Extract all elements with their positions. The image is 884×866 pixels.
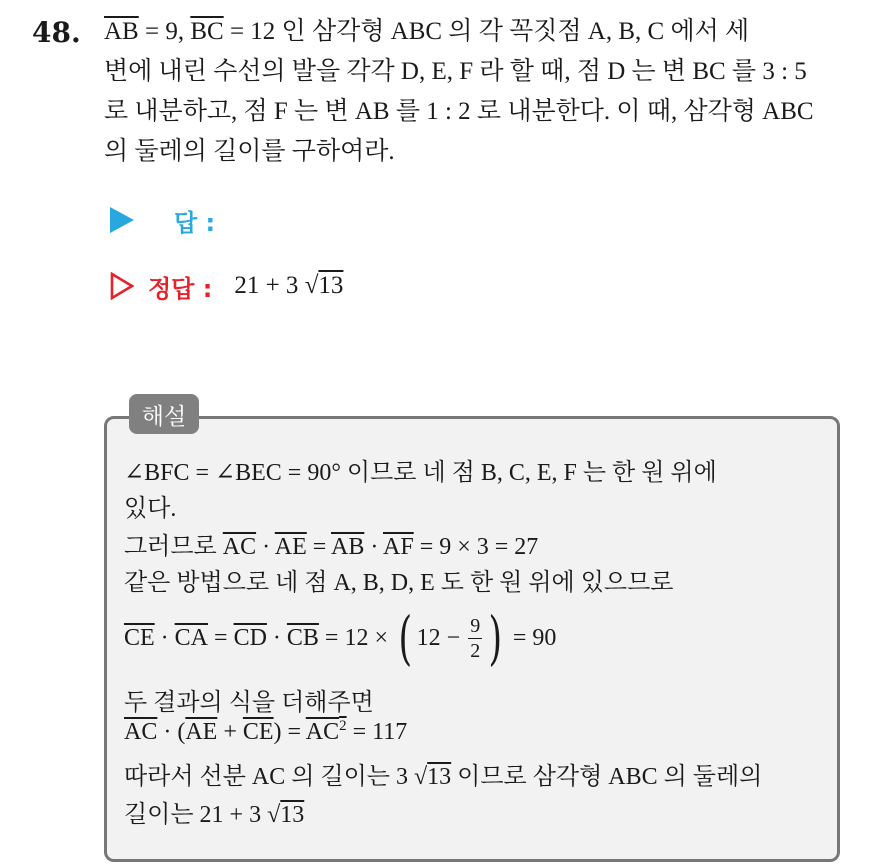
segment-af: $\overline{AF}$ [383,534,414,560]
l5-mid: = 12 × [318,624,394,651]
l8-post: 이므로 삼각형 ABC 의 둘레의 [451,764,763,790]
explanation-line-1: ∠BFC = ∠BEC = 90° 이므로 네 점 B, C, E, F 는 한 원 위에 [124,460,717,486]
segment-ae: $\overline{AE}$ [185,719,218,745]
fraction [468,614,482,663]
l9-root: 13 [280,802,305,828]
l3-dot1: · [256,534,275,560]
l5-inner: 12 − [416,624,467,651]
explanation-line-4: 같은 방법으로 네 점 A, B, D, E 도 한 원 위에 있으므로 [124,570,674,596]
explanation-line-2: 있다. [124,496,177,522]
l5-dot1: · [154,624,175,651]
problem-text [104,12,874,172]
correct-answer-row [110,266,343,306]
l5-eq: = [208,624,234,651]
l9-pre: 길이는 21 + 3 [124,802,268,828]
segment-ce: $\overline{CE}$ [242,719,274,745]
segment-ab: $\overline{AB}$ [330,534,365,560]
right-paren: ) [488,604,503,672]
explanation-line-7 [124,718,407,746]
l7-plus: + [217,719,243,745]
parenthesized-expression [394,604,507,672]
segment-ca: $\overline{CA}$ [174,624,209,651]
l5-post: = 90 [506,624,557,651]
explanation-line-5 [124,602,556,674]
problem-number: 48. [32,16,81,49]
segment-bc: $\overline{BC}$ [190,18,224,45]
l8-root: 13 [427,764,452,790]
l3-eq: = [306,534,331,560]
play-icon [110,207,134,233]
problem-line-4: 의 둘레의 길이를 구하여라. [104,138,395,165]
fraction-numerator: 9 [470,614,481,637]
l7-ac: AC [305,719,340,745]
answer-label: 답 : [174,208,216,237]
segment-ab: $\overline{AB}$ [104,18,139,45]
l7-post: = 117 [346,719,408,745]
problem-line-1-part: = 9, [138,18,191,45]
l3-post: = 9 × 3 = 27 [413,534,539,560]
segment-ac: $\overline{AC}$ [124,719,158,745]
correct-label: 정답 : [148,274,213,303]
segment-ae: $\overline{AE}$ [274,534,307,560]
correct-value-root: 13 [318,272,344,299]
triangle-outline-icon [110,272,134,300]
explanation-line-9: 길이는 21 + 3 √13 [124,802,305,828]
l3-pre: 그러므로 [124,534,223,560]
problem-line-1 [104,12,874,52]
l3-dot2: · [364,534,383,560]
left-paren: ( [398,604,413,672]
l8-pre: 따라서 선분 AC 의 길이는 3 [124,764,414,790]
explanation-line-3 [124,526,538,561]
fraction-denominator: 2 [470,639,481,662]
l7-dot: · ( [157,719,186,745]
l7-close: ) = [273,719,306,745]
segment-ce: $\overline{CE}$ [124,624,155,651]
l7-exponent: 2 [339,718,347,734]
segment-ac: $\overline{AC}$ [222,534,257,560]
answer-row [110,202,215,238]
segment-cd: $\overline{CD}$ [233,624,267,651]
l5-dot2: · [266,624,287,651]
segment-cb: $\overline{CB}$ [286,624,319,651]
explanation-line-8: 따라서 선분 AC 의 길이는 3 √13 이므로 삼각형 ABC 의 둘레의 [124,764,763,790]
problem-line-3: 로 내분하고, 점 F 는 변 AB 를 1 : 2 로 내분한다. 이 때, 삼각형 ABC [104,98,814,125]
correct-value-prefix: 21 + 3 [234,272,305,299]
explanation-line-6: 두 결과의 식을 더해주면 [124,690,374,716]
explanation-tag: 해설 [129,394,199,434]
segment-ac-squared [306,719,347,745]
correct-value: 21 + 3 √13 [234,272,344,299]
problem-line-1-rest: = 12 인 삼각형 ABC 의 각 꼭짓점 A, B, C 에서 세 [223,18,750,45]
problem-line-2: 변에 내린 수선의 발을 각각 D, E, F 라 할 때, 점 D 는 변 BC 를 3 : 5 [104,58,807,85]
